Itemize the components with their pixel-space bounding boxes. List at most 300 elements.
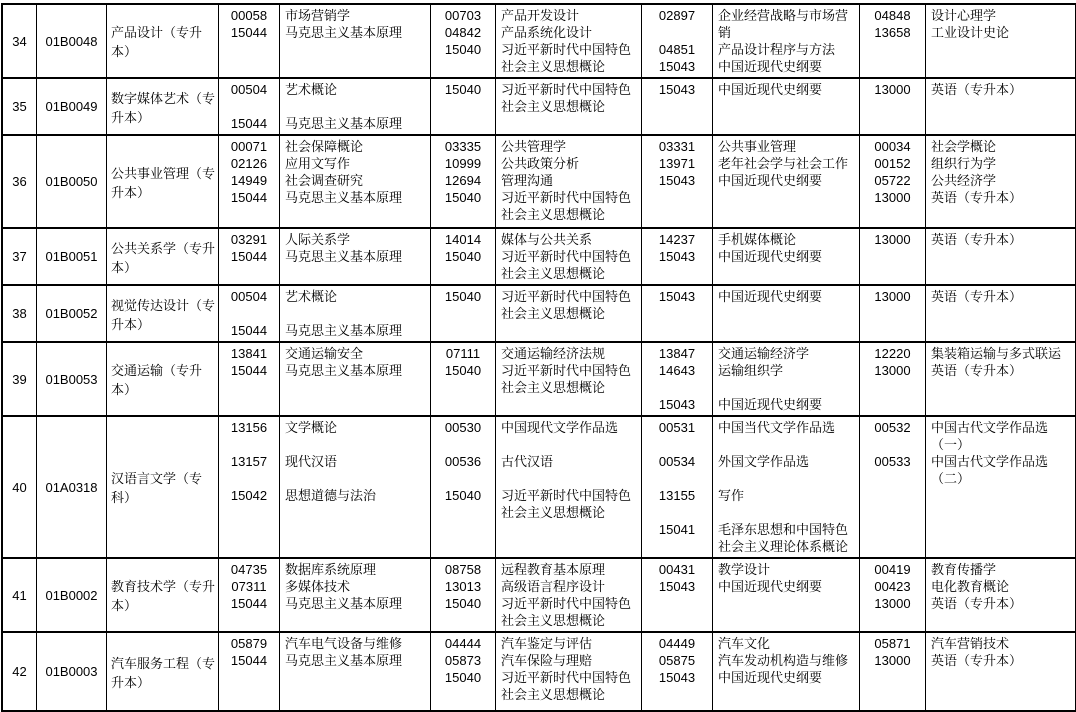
course-entry xyxy=(431,41,641,75)
course-entry xyxy=(642,231,859,248)
course-code: 13000 xyxy=(874,363,911,378)
course-name: 英语（专升本） xyxy=(931,82,1023,97)
course-entry xyxy=(642,561,859,578)
exam-slot-2 xyxy=(430,343,641,415)
course-code: 15044 xyxy=(230,249,268,264)
major-code: 01A0318 xyxy=(36,417,106,557)
course-name: 产品系统化设计 xyxy=(501,25,593,40)
exam-slot-2 xyxy=(430,286,641,341)
course-entry xyxy=(431,189,641,223)
major-name: 公共关系学（专升本） xyxy=(106,229,218,284)
exam-slot-3 xyxy=(641,79,859,134)
exam-slot-2 xyxy=(430,229,641,284)
course-name: 组织行为学 xyxy=(931,156,997,171)
course-name: 应用文写作 xyxy=(285,156,351,171)
exam-slot-3 xyxy=(641,286,859,341)
course-entry xyxy=(860,172,1075,189)
exam-slot-1 xyxy=(218,229,430,284)
course-code: 04842 xyxy=(444,25,482,40)
course-name: 习近平新时代中国特色社会主义思想概论 xyxy=(501,363,632,395)
course-entry xyxy=(431,487,641,521)
course-code: 15040 xyxy=(444,670,482,685)
course-entry xyxy=(642,396,859,413)
course-name: 中国近现代史纲要 xyxy=(718,82,823,97)
course-code: 14237 xyxy=(658,232,696,247)
course-entry xyxy=(219,115,430,132)
course-entry xyxy=(642,453,859,470)
course-entry xyxy=(219,487,430,504)
course-code: 00703 xyxy=(444,8,482,23)
course-name: 古代汉语 xyxy=(501,454,554,469)
course-name: 中国近现代史纲要 xyxy=(718,249,823,264)
course-name: 中国近现代史纲要 xyxy=(718,173,823,188)
course-entry xyxy=(431,345,641,362)
course-code: 12694 xyxy=(444,173,482,188)
course-entry xyxy=(431,669,641,703)
course-code: 15044 xyxy=(230,596,268,611)
course-entry xyxy=(219,248,430,265)
course-code: 00534 xyxy=(658,454,696,469)
course-entry xyxy=(860,453,1075,487)
course-name: 远程教育基本原理 xyxy=(501,562,606,577)
major-code: 01B0002 xyxy=(36,559,106,631)
course-entry xyxy=(642,58,859,75)
exam-slot-3 xyxy=(641,559,859,631)
course-entry xyxy=(219,595,430,612)
exam-slot-4 xyxy=(859,79,1075,134)
course-name: 中国近现代史纲要 xyxy=(718,59,823,74)
exam-slot-4 xyxy=(859,633,1075,710)
course-entry xyxy=(431,155,641,172)
exam-slot-2 xyxy=(430,5,641,77)
course-entry xyxy=(219,453,430,470)
course-name: 公共政策分析 xyxy=(501,156,580,171)
course-name: 外国文学作品选 xyxy=(718,454,810,469)
exam-slot-1 xyxy=(218,5,430,77)
exam-slot-4 xyxy=(859,559,1075,631)
course-entry xyxy=(860,7,1075,24)
course-name: 老年社会学与社会工作 xyxy=(718,156,849,171)
course-name: 公共事业管理 xyxy=(718,139,797,154)
exam-slot-4 xyxy=(859,136,1075,227)
course-name: 马克思主义基本原理 xyxy=(285,596,403,611)
row-number: 36 xyxy=(12,174,27,189)
course-entry xyxy=(642,419,859,436)
major-name: 交通运输（专升本） xyxy=(106,343,218,415)
course-code: 14949 xyxy=(230,173,268,188)
course-entry xyxy=(431,561,641,578)
exam-slot-3 xyxy=(641,417,859,557)
course-code: 13155 xyxy=(658,488,696,503)
course-code: 00071 xyxy=(230,139,268,154)
course-name: 现代汉语 xyxy=(285,454,338,469)
course-name: 文学概论 xyxy=(285,420,338,435)
major-name: 产品设计（专升本） xyxy=(106,5,218,77)
exam-slot-2 xyxy=(430,633,641,710)
major-code: 01B0003 xyxy=(36,633,106,710)
row-number: 39 xyxy=(12,371,27,387)
course-name: 艺术概论 xyxy=(285,82,338,97)
course-name: 习近平新时代中国特色社会主义思想概论 xyxy=(501,670,632,702)
major-code: 01B0051 xyxy=(36,229,106,284)
course-name: 汽车保险与理赔 xyxy=(501,653,593,668)
course-entry xyxy=(642,578,859,595)
course-code: 03331 xyxy=(658,139,696,154)
course-entry xyxy=(219,138,430,155)
exam-slot-3 xyxy=(641,5,859,77)
row-number: 40 xyxy=(12,479,27,495)
table-row xyxy=(3,136,1075,229)
course-name: 市场营销学 xyxy=(285,8,351,23)
course-entry xyxy=(219,7,430,24)
major-name: 汉语言文学（专科） xyxy=(106,417,218,557)
major-name: 教育技术学（专升本） xyxy=(106,559,218,631)
course-name: 中国近现代史纲要 xyxy=(718,289,823,304)
course-name: 英语（专升本） xyxy=(931,289,1023,304)
course-code: 05875 xyxy=(658,653,696,668)
course-name: 中国当代文学作品选 xyxy=(718,420,836,435)
course-code: 13156 xyxy=(230,420,268,435)
course-entry xyxy=(860,419,1075,453)
exam-slot-1 xyxy=(218,79,430,134)
course-code: 15044 xyxy=(230,116,268,131)
course-entry xyxy=(431,578,641,595)
course-code: 13000 xyxy=(874,596,911,611)
course-code: 15041 xyxy=(658,522,696,537)
course-code: 15040 xyxy=(444,596,482,611)
course-name: 产品开发设计 xyxy=(501,8,580,23)
course-code: 15040 xyxy=(444,82,482,97)
major-code: 01B0048 xyxy=(36,5,106,77)
course-entry xyxy=(431,419,641,436)
exam-slot-1 xyxy=(218,559,430,631)
course-code: 00532 xyxy=(874,420,911,435)
course-name: 教育传播学 xyxy=(931,562,997,577)
course-name: 管理沟通 xyxy=(501,173,554,188)
exam-slot-1 xyxy=(218,286,430,341)
course-code: 13000 xyxy=(874,232,911,247)
course-code: 05871 xyxy=(874,636,911,651)
course-entry xyxy=(642,362,859,379)
course-code: 15040 xyxy=(444,249,482,264)
table-row xyxy=(3,559,1075,633)
course-name: 汽车文化 xyxy=(718,636,771,651)
course-name: 思想道德与法治 xyxy=(285,488,377,503)
exam-slot-3 xyxy=(641,633,859,710)
course-code: 15043 xyxy=(658,289,696,304)
table-row xyxy=(3,79,1075,136)
course-entry xyxy=(860,561,1075,578)
course-entry xyxy=(219,81,430,98)
table-row xyxy=(3,286,1075,343)
row-number: 42 xyxy=(12,664,27,679)
course-code: 15043 xyxy=(658,397,696,412)
course-name: 汽车鉴定与评估 xyxy=(501,636,593,651)
course-code: 15043 xyxy=(658,82,696,97)
course-name: 中国近现代史纲要 xyxy=(718,670,823,685)
course-code: 08758 xyxy=(444,562,482,577)
course-entry xyxy=(219,635,430,652)
course-name: 媒体与公共关系 xyxy=(501,232,593,247)
course-entry xyxy=(219,345,430,362)
course-name: 产品设计程序与方法 xyxy=(718,42,836,57)
course-code: 13000 xyxy=(874,653,911,668)
table-row xyxy=(3,633,1075,710)
major-name: 公共事业管理（专升本） xyxy=(106,136,218,227)
course-name: 马克思主义基本原理 xyxy=(285,116,403,131)
course-name: 艺术概论 xyxy=(285,289,338,304)
course-code: 13157 xyxy=(230,454,268,469)
course-name: 教学设计 xyxy=(718,562,771,577)
table-row xyxy=(3,343,1075,417)
course-name: 习近平新时代中国特色社会主义思想概论 xyxy=(501,289,632,321)
course-entry xyxy=(431,24,641,41)
course-code: 15044 xyxy=(230,363,268,378)
course-entry xyxy=(860,231,1075,248)
course-name: 习近平新时代中国特色社会主义思想概论 xyxy=(501,190,632,222)
course-entry xyxy=(642,248,859,265)
course-name: 社会调查研究 xyxy=(285,173,364,188)
course-code: 13971 xyxy=(658,156,696,171)
course-entry xyxy=(860,362,1075,379)
course-entry xyxy=(642,652,859,669)
course-code: 13658 xyxy=(874,25,911,40)
course-code: 04851 xyxy=(658,42,696,57)
course-code: 13841 xyxy=(230,346,268,361)
course-code: 15044 xyxy=(230,323,268,338)
major-name: 汽车服务工程（专升本） xyxy=(106,633,218,710)
course-name: 马克思主义基本原理 xyxy=(285,190,403,205)
course-code: 02126 xyxy=(230,156,268,171)
course-entry xyxy=(219,231,430,248)
course-code: 15043 xyxy=(658,249,696,264)
exam-slot-3 xyxy=(641,136,859,227)
course-entry xyxy=(860,345,1075,362)
exam-slot-3 xyxy=(641,229,859,284)
course-name: 中国现代文学作品选 xyxy=(501,420,619,435)
course-entry xyxy=(431,7,641,24)
exam-slot-4 xyxy=(859,417,1075,557)
course-code: 12220 xyxy=(874,346,911,361)
course-name: 手机媒体概论 xyxy=(718,232,797,247)
course-name: 中国古代文学作品选（二） xyxy=(931,454,1049,486)
major-name: 数字媒体艺术（专升本） xyxy=(106,79,218,134)
course-code: 15040 xyxy=(444,190,482,205)
exam-slot-2 xyxy=(430,136,641,227)
course-code: 15044 xyxy=(230,25,268,40)
course-code: 10999 xyxy=(444,156,482,171)
course-entry xyxy=(219,561,430,578)
course-entry xyxy=(860,288,1075,305)
course-code: 15040 xyxy=(444,289,482,304)
course-entry xyxy=(431,652,641,669)
course-entry xyxy=(860,138,1075,155)
course-code: 05722 xyxy=(874,173,911,188)
course-entry xyxy=(219,24,430,41)
course-entry xyxy=(431,231,641,248)
course-name: 马克思主义基本原理 xyxy=(285,249,403,264)
table-row xyxy=(3,417,1075,559)
course-name: 交通运输经济法规 xyxy=(501,346,606,361)
course-code: 15040 xyxy=(444,42,482,57)
course-name: 中国近现代史纲要 xyxy=(718,397,823,412)
course-entry xyxy=(219,172,430,189)
exam-slot-4 xyxy=(859,343,1075,415)
course-code: 00504 xyxy=(230,289,268,304)
course-entry xyxy=(219,419,430,436)
course-name: 汽车发动机构造与维修 xyxy=(718,653,849,668)
course-code: 00533 xyxy=(874,454,911,469)
course-name: 人际关系学 xyxy=(285,232,351,247)
course-entry xyxy=(431,453,641,470)
course-entry xyxy=(219,155,430,172)
course-entry xyxy=(431,172,641,189)
course-code: 00058 xyxy=(230,8,268,23)
course-entry xyxy=(860,578,1075,595)
course-name: 马克思主义基本原理 xyxy=(285,25,403,40)
course-entry xyxy=(642,635,859,652)
course-name: 社会保障概论 xyxy=(285,139,364,154)
course-entry xyxy=(642,81,859,98)
course-entry xyxy=(860,635,1075,652)
course-name: 多媒体技术 xyxy=(285,579,351,594)
course-code: 14643 xyxy=(658,363,696,378)
course-entry xyxy=(219,362,430,379)
course-name: 数据库系统原理 xyxy=(285,562,377,577)
course-name: 英语（专升本） xyxy=(931,596,1023,611)
exam-slot-1 xyxy=(218,633,430,710)
course-name: 运输组织学 xyxy=(718,363,784,378)
exam-slot-2 xyxy=(430,417,641,557)
table-row xyxy=(3,5,1075,79)
course-entry xyxy=(431,81,641,115)
course-entry xyxy=(219,189,430,206)
course-code: 04444 xyxy=(444,636,482,651)
exam-slot-1 xyxy=(218,136,430,227)
course-name: 公共经济学 xyxy=(931,173,997,188)
course-code: 15042 xyxy=(230,488,268,503)
course-code: 13000 xyxy=(874,289,911,304)
course-code: 13000 xyxy=(874,190,911,205)
course-name: 英语（专升本） xyxy=(931,190,1023,205)
course-name: 马克思主义基本原理 xyxy=(285,653,403,668)
course-entry xyxy=(860,155,1075,172)
course-code: 04449 xyxy=(658,636,696,651)
row-number: 41 xyxy=(12,587,27,603)
course-name: 马克思主义基本原理 xyxy=(285,363,403,378)
course-name: 集装箱运输与多式联运 xyxy=(931,346,1062,361)
course-code: 15043 xyxy=(658,173,696,188)
exam-slot-1 xyxy=(218,417,430,557)
course-code: 13000 xyxy=(874,82,911,97)
course-entry xyxy=(860,189,1075,206)
course-code: 00152 xyxy=(874,156,911,171)
course-code: 15044 xyxy=(230,653,268,668)
course-name: 电化教育概论 xyxy=(931,579,1010,594)
course-entry xyxy=(642,521,859,555)
exam-slot-4 xyxy=(859,229,1075,284)
course-code: 00419 xyxy=(874,562,911,577)
course-name: 工业设计史论 xyxy=(931,25,1010,40)
course-entry xyxy=(860,81,1075,98)
course-name: 公共管理学 xyxy=(501,139,567,154)
course-entry xyxy=(431,362,641,396)
course-code: 00536 xyxy=(444,454,482,469)
course-entry xyxy=(219,578,430,595)
course-entry xyxy=(642,7,859,41)
course-code: 15040 xyxy=(444,363,482,378)
course-code: 07111 xyxy=(445,346,481,361)
course-entry xyxy=(642,172,859,189)
course-name: 汽车营销技术 xyxy=(931,636,1010,651)
course-name: 马克思主义基本原理 xyxy=(285,323,403,338)
course-entry xyxy=(642,487,859,504)
row-number: 34 xyxy=(12,33,27,49)
course-name: 英语（专升本） xyxy=(931,653,1023,668)
course-name: 社会学概论 xyxy=(931,139,997,154)
course-code: 00531 xyxy=(658,420,696,435)
major-code: 01B0052 xyxy=(36,286,106,341)
course-name: 毛泽东思想和中国特色社会主义理论体系概论 xyxy=(718,522,849,554)
course-name: 写作 xyxy=(718,488,745,503)
course-code: 03335 xyxy=(444,139,482,154)
course-name: 汽车电气设备与维修 xyxy=(285,636,403,651)
course-name: 设计心理学 xyxy=(931,8,997,23)
course-name: 习近平新时代中国特色社会主义思想概论 xyxy=(501,596,632,628)
course-code: 15043 xyxy=(658,670,696,685)
course-name: 习近平新时代中国特色社会主义思想概论 xyxy=(501,82,632,114)
course-name: 中国近现代史纲要 xyxy=(718,579,823,594)
row-number: 37 xyxy=(12,249,27,264)
course-entry xyxy=(431,288,641,322)
course-name: 英语（专升本） xyxy=(931,232,1023,247)
course-entry xyxy=(219,652,430,669)
course-code: 03291 xyxy=(230,232,268,247)
course-entry xyxy=(431,635,641,652)
course-code: 14014 xyxy=(444,232,482,247)
course-code: 00431 xyxy=(658,562,696,577)
major-code: 01B0049 xyxy=(36,79,106,134)
exam-slot-2 xyxy=(430,79,641,134)
course-code: 05879 xyxy=(230,636,268,651)
major-code: 01B0053 xyxy=(36,343,106,415)
course-code: 15043 xyxy=(658,59,696,74)
row-number: 38 xyxy=(12,306,27,321)
course-code: 13013 xyxy=(444,579,482,594)
exam-slot-4 xyxy=(859,286,1075,341)
row-number: 35 xyxy=(12,99,27,114)
exam-slot-1 xyxy=(218,343,430,415)
course-name: 交通运输安全 xyxy=(285,346,364,361)
course-code: 04848 xyxy=(874,8,911,23)
course-name: 习近平新时代中国特色社会主义思想概论 xyxy=(501,42,632,74)
course-code: 15043 xyxy=(658,579,696,594)
course-entry xyxy=(219,322,430,339)
course-entry xyxy=(860,652,1075,669)
course-code: 04735 xyxy=(230,562,268,577)
major-name: 视觉传达设计（专升本） xyxy=(106,286,218,341)
course-code: 00423 xyxy=(874,579,911,594)
course-entry xyxy=(431,138,641,155)
course-entry xyxy=(642,345,859,362)
exam-slot-3 xyxy=(641,343,859,415)
course-entry xyxy=(642,288,859,305)
course-name: 中国古代文学作品选（一） xyxy=(931,420,1049,452)
course-entry xyxy=(642,669,859,686)
course-code: 13847 xyxy=(658,346,696,361)
course-name: 习近平新时代中国特色社会主义思想概论 xyxy=(501,249,632,281)
course-entry xyxy=(219,288,430,305)
